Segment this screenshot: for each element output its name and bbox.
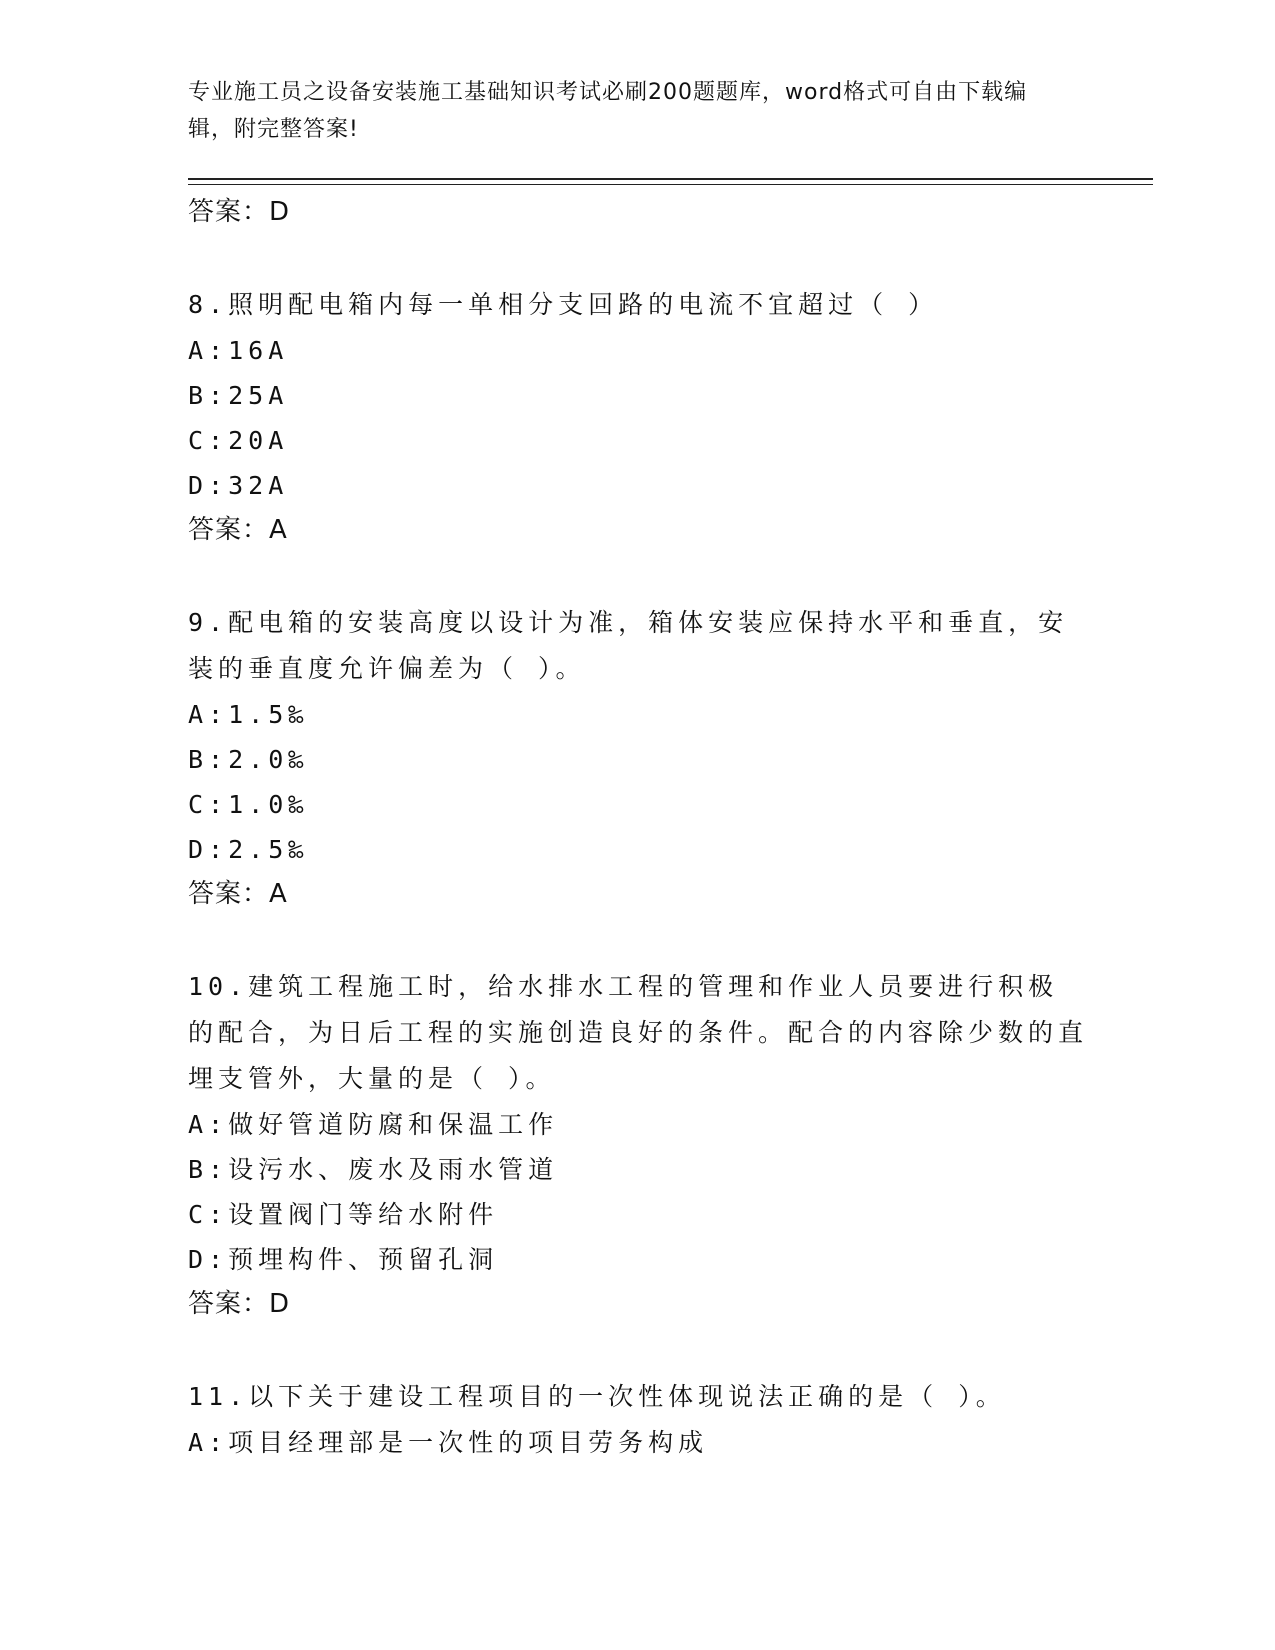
option-d: D:32A bbox=[188, 471, 289, 500]
header-divider-thick bbox=[188, 178, 1153, 180]
question-list bbox=[188, 190, 1088, 1465]
spacer bbox=[188, 1326, 1088, 1374]
question-block bbox=[188, 1374, 1088, 1465]
option-a: A:做好管道防腐和保温工作 bbox=[188, 1110, 559, 1139]
spacer bbox=[188, 916, 1088, 964]
option-a: A:16A bbox=[188, 336, 289, 365]
question-text: 9.配电箱的安装高度以设计为准，箱体安装应保持水平和垂直，安装的垂直度允许偏差为（ ）。 bbox=[188, 608, 1069, 683]
spacer bbox=[188, 552, 1088, 600]
option-b: B:2.0‰ bbox=[188, 745, 309, 774]
question-text: 8.照明配电箱内每一单相分支回路的电流不宜超过（ ） bbox=[188, 290, 939, 319]
option-b: B:25A bbox=[188, 381, 289, 410]
option-b: B:设污水、废水及雨水管道 bbox=[188, 1155, 559, 1184]
header-divider-thin bbox=[188, 184, 1153, 185]
question-block bbox=[188, 964, 1088, 1326]
question-block bbox=[188, 600, 1088, 916]
answer-line: 答案：D bbox=[188, 1289, 291, 1319]
answer-line: 答案：A bbox=[188, 879, 288, 909]
option-c: C:设置阀门等给水附件 bbox=[188, 1200, 499, 1229]
answer-line: 答案：A bbox=[188, 515, 288, 545]
question-text: 11.以下关于建设工程项目的一次性体现说法正确的是（ ）。 bbox=[188, 1382, 1006, 1411]
option-d: D:2.5‰ bbox=[188, 835, 309, 864]
document-header bbox=[188, 74, 1068, 148]
spacer bbox=[188, 234, 1088, 282]
option-c: C:1.0‰ bbox=[188, 790, 309, 819]
header-title: 专业施工员之设备安装施工基础知识考试必刷200题题库，word格式可自由下载编辑，附完整答案! bbox=[188, 80, 1028, 142]
answer-line: 答案：D bbox=[188, 197, 291, 227]
option-d: D:预埋构件、预留孔洞 bbox=[188, 1245, 499, 1274]
option-a: A:1.5‰ bbox=[188, 700, 309, 729]
option-c: C:20A bbox=[188, 426, 289, 455]
option-a: A:项目经理部是一次性的项目劳务构成 bbox=[188, 1428, 709, 1457]
question-block bbox=[188, 282, 1088, 552]
question-text: 10.建筑工程施工时，给水排水工程的管理和作业人员要进行积极的配合，为日后工程的实施创造良好的条件。配合的内容除少数的直埋支管外，大量的是（ ）。 bbox=[188, 972, 1089, 1093]
